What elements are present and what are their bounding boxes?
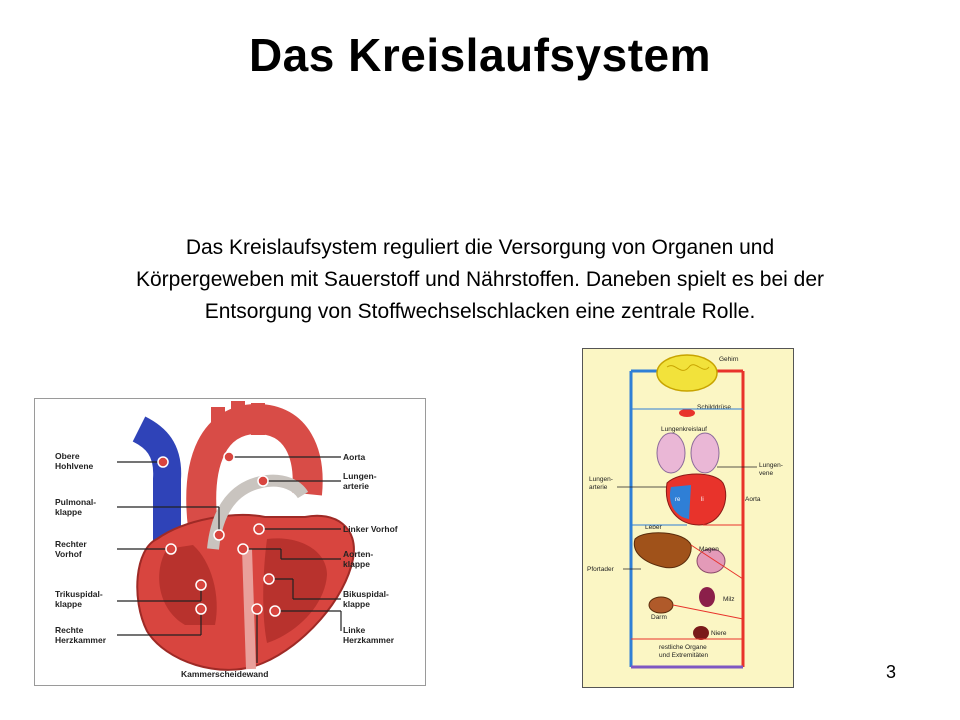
label-re: re — [675, 497, 681, 503]
lung-right-shape — [691, 433, 719, 473]
label-trikuspidalklappe-1: Trikuspidal- — [55, 589, 103, 599]
left-chamber-shape — [263, 538, 327, 643]
body-line-3: Entsorgung von Stoffwechselschlacken eine zentrale Rolle. — [204, 300, 756, 323]
label-lungenkreislauf: Lungenkreislauf — [661, 426, 707, 433]
heart-right-side — [670, 485, 691, 519]
liver-shape — [634, 533, 691, 568]
label-pfortader: Pfortader — [587, 566, 614, 573]
slide-title: Das Kreislaufsystem — [248, 29, 712, 81]
label-pulmonalklappe-2: klappe — [55, 507, 82, 517]
label-gehirn: Gehirn — [719, 356, 739, 363]
circulation-diagram — [582, 348, 794, 688]
vena-cava-shape — [139, 429, 167, 549]
label-leber: Leber — [645, 524, 662, 531]
label-rechter-vorhof-1: Rechter — [55, 539, 87, 549]
thyroid-shape — [679, 409, 695, 417]
page-number: 3 — [886, 662, 897, 682]
label-lungenarterie-1: Lungen- — [589, 476, 613, 483]
label-lungenarterie-2: arterie — [589, 484, 608, 491]
label-linke-herzkammer-2: Herzkammer — [343, 635, 395, 645]
label-lungenarterie-2: arterie — [343, 481, 369, 491]
label-rechte-herzkammer-1: Rechte — [55, 625, 84, 635]
body-line-2: Körpergeweben mit Sauerstoff und Nährstoffen. Daneben spielt es bei der — [136, 268, 824, 291]
label-lungenvene-1: Lungen- — [759, 462, 783, 469]
aorta-branch-1 — [211, 407, 225, 443]
label-trikuspidalklappe-2: klappe — [55, 599, 82, 609]
spleen-shape — [699, 587, 715, 607]
label-restliche-1: restliche Organe — [659, 644, 707, 651]
label-bikuspidalklappe-1: Bikuspidal- — [343, 589, 389, 599]
label-aortenklappe-1: Aorten- — [343, 549, 374, 559]
label-kammerscheidewand: Kammerscheidewand — [181, 669, 269, 679]
lung-left-shape — [657, 433, 685, 473]
label-lungenvene-2: vene — [759, 470, 774, 477]
label-rechter-vorhof-2: Vorhof — [55, 549, 82, 559]
circulation-illustration — [583, 349, 793, 687]
septum-shape — [247, 549, 251, 669]
body-line-1: Das Kreislaufsystem reguliert die Versorgung von Organen und — [185, 236, 775, 259]
label-linker-vorhof: Linker Vorhof — [343, 524, 398, 534]
label-aortenklappe-2: klappe — [343, 559, 370, 569]
heart-diagram — [34, 398, 426, 686]
slide-body-text — [30, 232, 930, 328]
label-aorta: Aorta — [343, 452, 366, 462]
kidney-shape — [693, 626, 709, 640]
label-pulmonalklappe-1: Pulmonal- — [55, 497, 97, 507]
label-obere-hohlvene-2: Hohlvene — [55, 461, 94, 471]
label-lungenarterie-1: Lungen- — [343, 471, 377, 481]
intestine-shape — [649, 597, 673, 613]
label-darm: Darm — [651, 614, 667, 621]
label-obere-hohlvene-1: Obere — [55, 451, 80, 461]
label-magen: Magen — [699, 546, 719, 553]
label-niere: Niere — [711, 630, 727, 637]
label-bikuspidalklappe-2: klappe — [343, 599, 370, 609]
heart-illustration — [35, 399, 425, 685]
brain-shape — [657, 355, 717, 391]
label-rechte-herzkammer-2: Herzkammer — [55, 635, 107, 645]
label-linke-herzkammer-1: Linke — [343, 625, 366, 635]
aorta-branch-2 — [231, 401, 245, 435]
label-restliche-2: und Extremitäten — [659, 652, 709, 659]
label-aorta-small: Aorta — [745, 496, 761, 503]
label-milz: Milz — [723, 596, 735, 603]
aorta-branch-3 — [251, 403, 265, 435]
label-schilddruese: Schilddrüse — [697, 404, 731, 411]
label-li: li — [701, 497, 704, 503]
